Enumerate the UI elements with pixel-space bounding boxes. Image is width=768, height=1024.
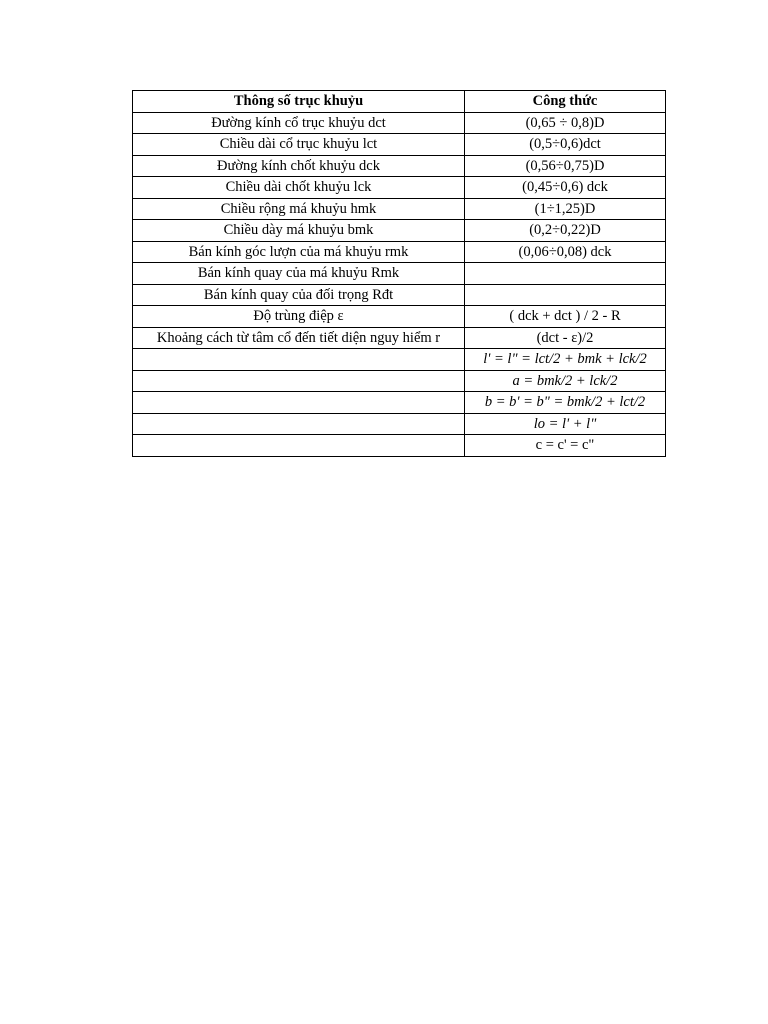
parameter-cell: Bán kính góc lượn của má khuỷu rmk <box>133 241 465 263</box>
table-row <box>133 370 666 392</box>
table-row <box>133 155 666 177</box>
parameter-cell: Chiều dài cổ trục khuỷu lct <box>133 134 465 156</box>
parameter-cell: Chiều rộng má khuỷu hmk <box>133 198 465 220</box>
table-row <box>133 198 666 220</box>
parameter-cell: Độ trùng điệp ε <box>133 306 465 328</box>
parameter-cell: Bán kính quay của má khuỷu Rmk <box>133 263 465 285</box>
formula-cell: (0,2÷0,22)D <box>465 220 666 242</box>
table-row <box>133 327 666 349</box>
parameter-cell: Chiều dày má khuỷu bmk <box>133 220 465 242</box>
parameter-cell <box>133 349 465 371</box>
crankshaft-parameter-table <box>132 90 666 457</box>
table-row <box>133 306 666 328</box>
table-row <box>133 177 666 199</box>
formula-cell <box>465 263 666 285</box>
formula-cell: (0,56÷0,75)D <box>465 155 666 177</box>
parameter-cell: Khoảng cách từ tâm cổ đến tiết diện nguy hiểm r <box>133 327 465 349</box>
parameter-cell <box>133 435 465 457</box>
table-row <box>133 392 666 414</box>
formula-cell: lo = l' + l" <box>465 413 666 435</box>
table-row <box>133 220 666 242</box>
table-body <box>133 112 666 456</box>
table-row <box>133 284 666 306</box>
table-row <box>133 134 666 156</box>
formula-cell: (0,06÷0,08) dck <box>465 241 666 263</box>
header-formula: Công thức <box>465 91 666 113</box>
formula-cell: (dct - ε)/2 <box>465 327 666 349</box>
formula-cell: ( dck + dct ) / 2 - R <box>465 306 666 328</box>
formula-cell: a = bmk/2 + lck/2 <box>465 370 666 392</box>
parameter-cell <box>133 413 465 435</box>
table-row <box>133 413 666 435</box>
parameter-cell: Đường kính chốt khuỷu dck <box>133 155 465 177</box>
formula-cell: (0,65 ÷ 0,8)D <box>465 112 666 134</box>
table-row <box>133 349 666 371</box>
table-row <box>133 263 666 285</box>
parameter-cell <box>133 370 465 392</box>
parameter-cell <box>133 392 465 414</box>
table-row <box>133 435 666 457</box>
formula-cell: (0,45÷0,6) dck <box>465 177 666 199</box>
formula-cell: l' = l" = lct/2 + bmk + lck/2 <box>465 349 666 371</box>
formula-cell: (0,5÷0,6)dct <box>465 134 666 156</box>
parameter-cell: Đường kính cổ trục khuỷu dct <box>133 112 465 134</box>
parameter-cell: Chiều dài chốt khuỷu lck <box>133 177 465 199</box>
table-row <box>133 241 666 263</box>
header-parameter: Thông số trục khuỷu <box>133 91 465 113</box>
formula-cell: b = b' = b" = bmk/2 + lct/2 <box>465 392 666 414</box>
parameter-cell: Bán kính quay của đối trọng Rđt <box>133 284 465 306</box>
table-row <box>133 112 666 134</box>
header-row <box>133 91 666 113</box>
formula-cell: (1÷1,25)D <box>465 198 666 220</box>
formula-cell: c = c' = c" <box>465 435 666 457</box>
formula-cell <box>465 284 666 306</box>
